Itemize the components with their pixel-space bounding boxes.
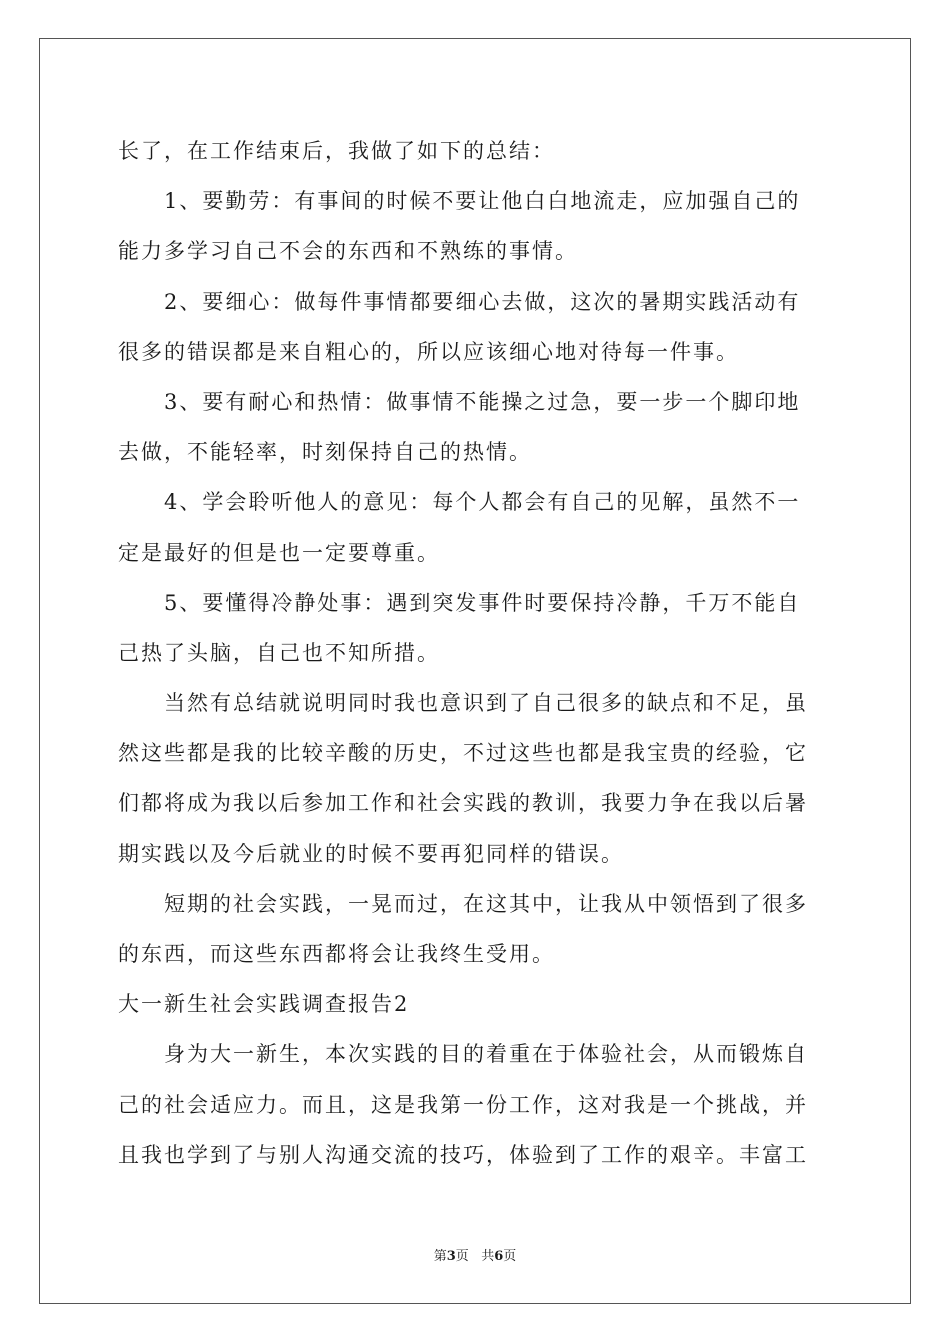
footer-total-number: 6 bbox=[494, 1249, 504, 1264]
text-line: 然这些都是我的比较辛酸的历史，不过这些也都是我宝贵的经验，它 bbox=[118, 741, 808, 766]
footer-page-number: 3 bbox=[446, 1249, 456, 1264]
text-line: 2、要细心：做每件事情都要细心去做，这次的暑期实践活动有 bbox=[164, 289, 801, 314]
page-footer bbox=[0, 1247, 950, 1267]
text-line: 长了，在工作结束后，我做了如下的总结： bbox=[118, 139, 555, 163]
text-line: 期实践以及今后就业的时候不要再犯同样的错误。 bbox=[118, 841, 624, 866]
text-line: 4、学会聆听他人的意见：每个人都会有自己的见解，虽然不一 bbox=[164, 490, 801, 515]
footer-total-prefix: 共 bbox=[481, 1249, 495, 1264]
text-line: 很多的错误都是来自粗心的，所以应该细心地对待每一件事。 bbox=[118, 339, 739, 364]
footer-page-prefix: 第 bbox=[433, 1249, 447, 1264]
section-heading: 大一新生社会实践调查报告2 bbox=[118, 992, 410, 1017]
text-line: 去做，不能轻率，时刻保持自己的热情。 bbox=[118, 440, 532, 465]
footer-total-suffix: 页 bbox=[503, 1249, 517, 1264]
text-line: 短期的社会实践，一晃而过，在这其中，让我从中领悟到了很多 bbox=[164, 891, 808, 916]
text-line: 们都将成为我以后参加工作和社会实践的教训，我要力争在我以后暑 bbox=[118, 791, 808, 816]
text-line: 当然有总结就说明同时我也意识到了自己很多的缺点和不足，虽 bbox=[164, 691, 808, 716]
text-line: 1、要勤劳：有事间的时候不要让他白白地流走，应加强自己的 bbox=[164, 189, 801, 214]
text-line: 3、要有耐心和热情：做事情不能操之过急，要一步一个脚印地 bbox=[164, 389, 801, 414]
text-line: 身为大一新生，本次实践的目的着重在于体验社会，从而锻炼自 bbox=[164, 1042, 808, 1067]
document-body bbox=[118, 126, 836, 1180]
text-line: 能力多学习自己不会的东西和不熟练的事情。 bbox=[118, 239, 578, 264]
text-line: 的东西，而这些东西都将会让我终生受用。 bbox=[118, 942, 555, 966]
footer-page-suffix: 页 bbox=[455, 1249, 469, 1264]
text-line: 定是最好的但是也一定要尊重。 bbox=[118, 540, 440, 565]
text-line: 己的社会适应力。而且，这是我第一份工作，这对我是一个挑战，并 bbox=[118, 1092, 808, 1117]
text-line: 且我也学到了与别人沟通交流的技巧，体验到了工作的艰辛。丰富工 bbox=[118, 1142, 808, 1167]
text-line: 5、要懂得冷静处事：遇到突发事件时要保持冷静，千万不能自 bbox=[164, 590, 801, 615]
text-line: 己热了头脑，自己也不知所措。 bbox=[118, 640, 440, 665]
